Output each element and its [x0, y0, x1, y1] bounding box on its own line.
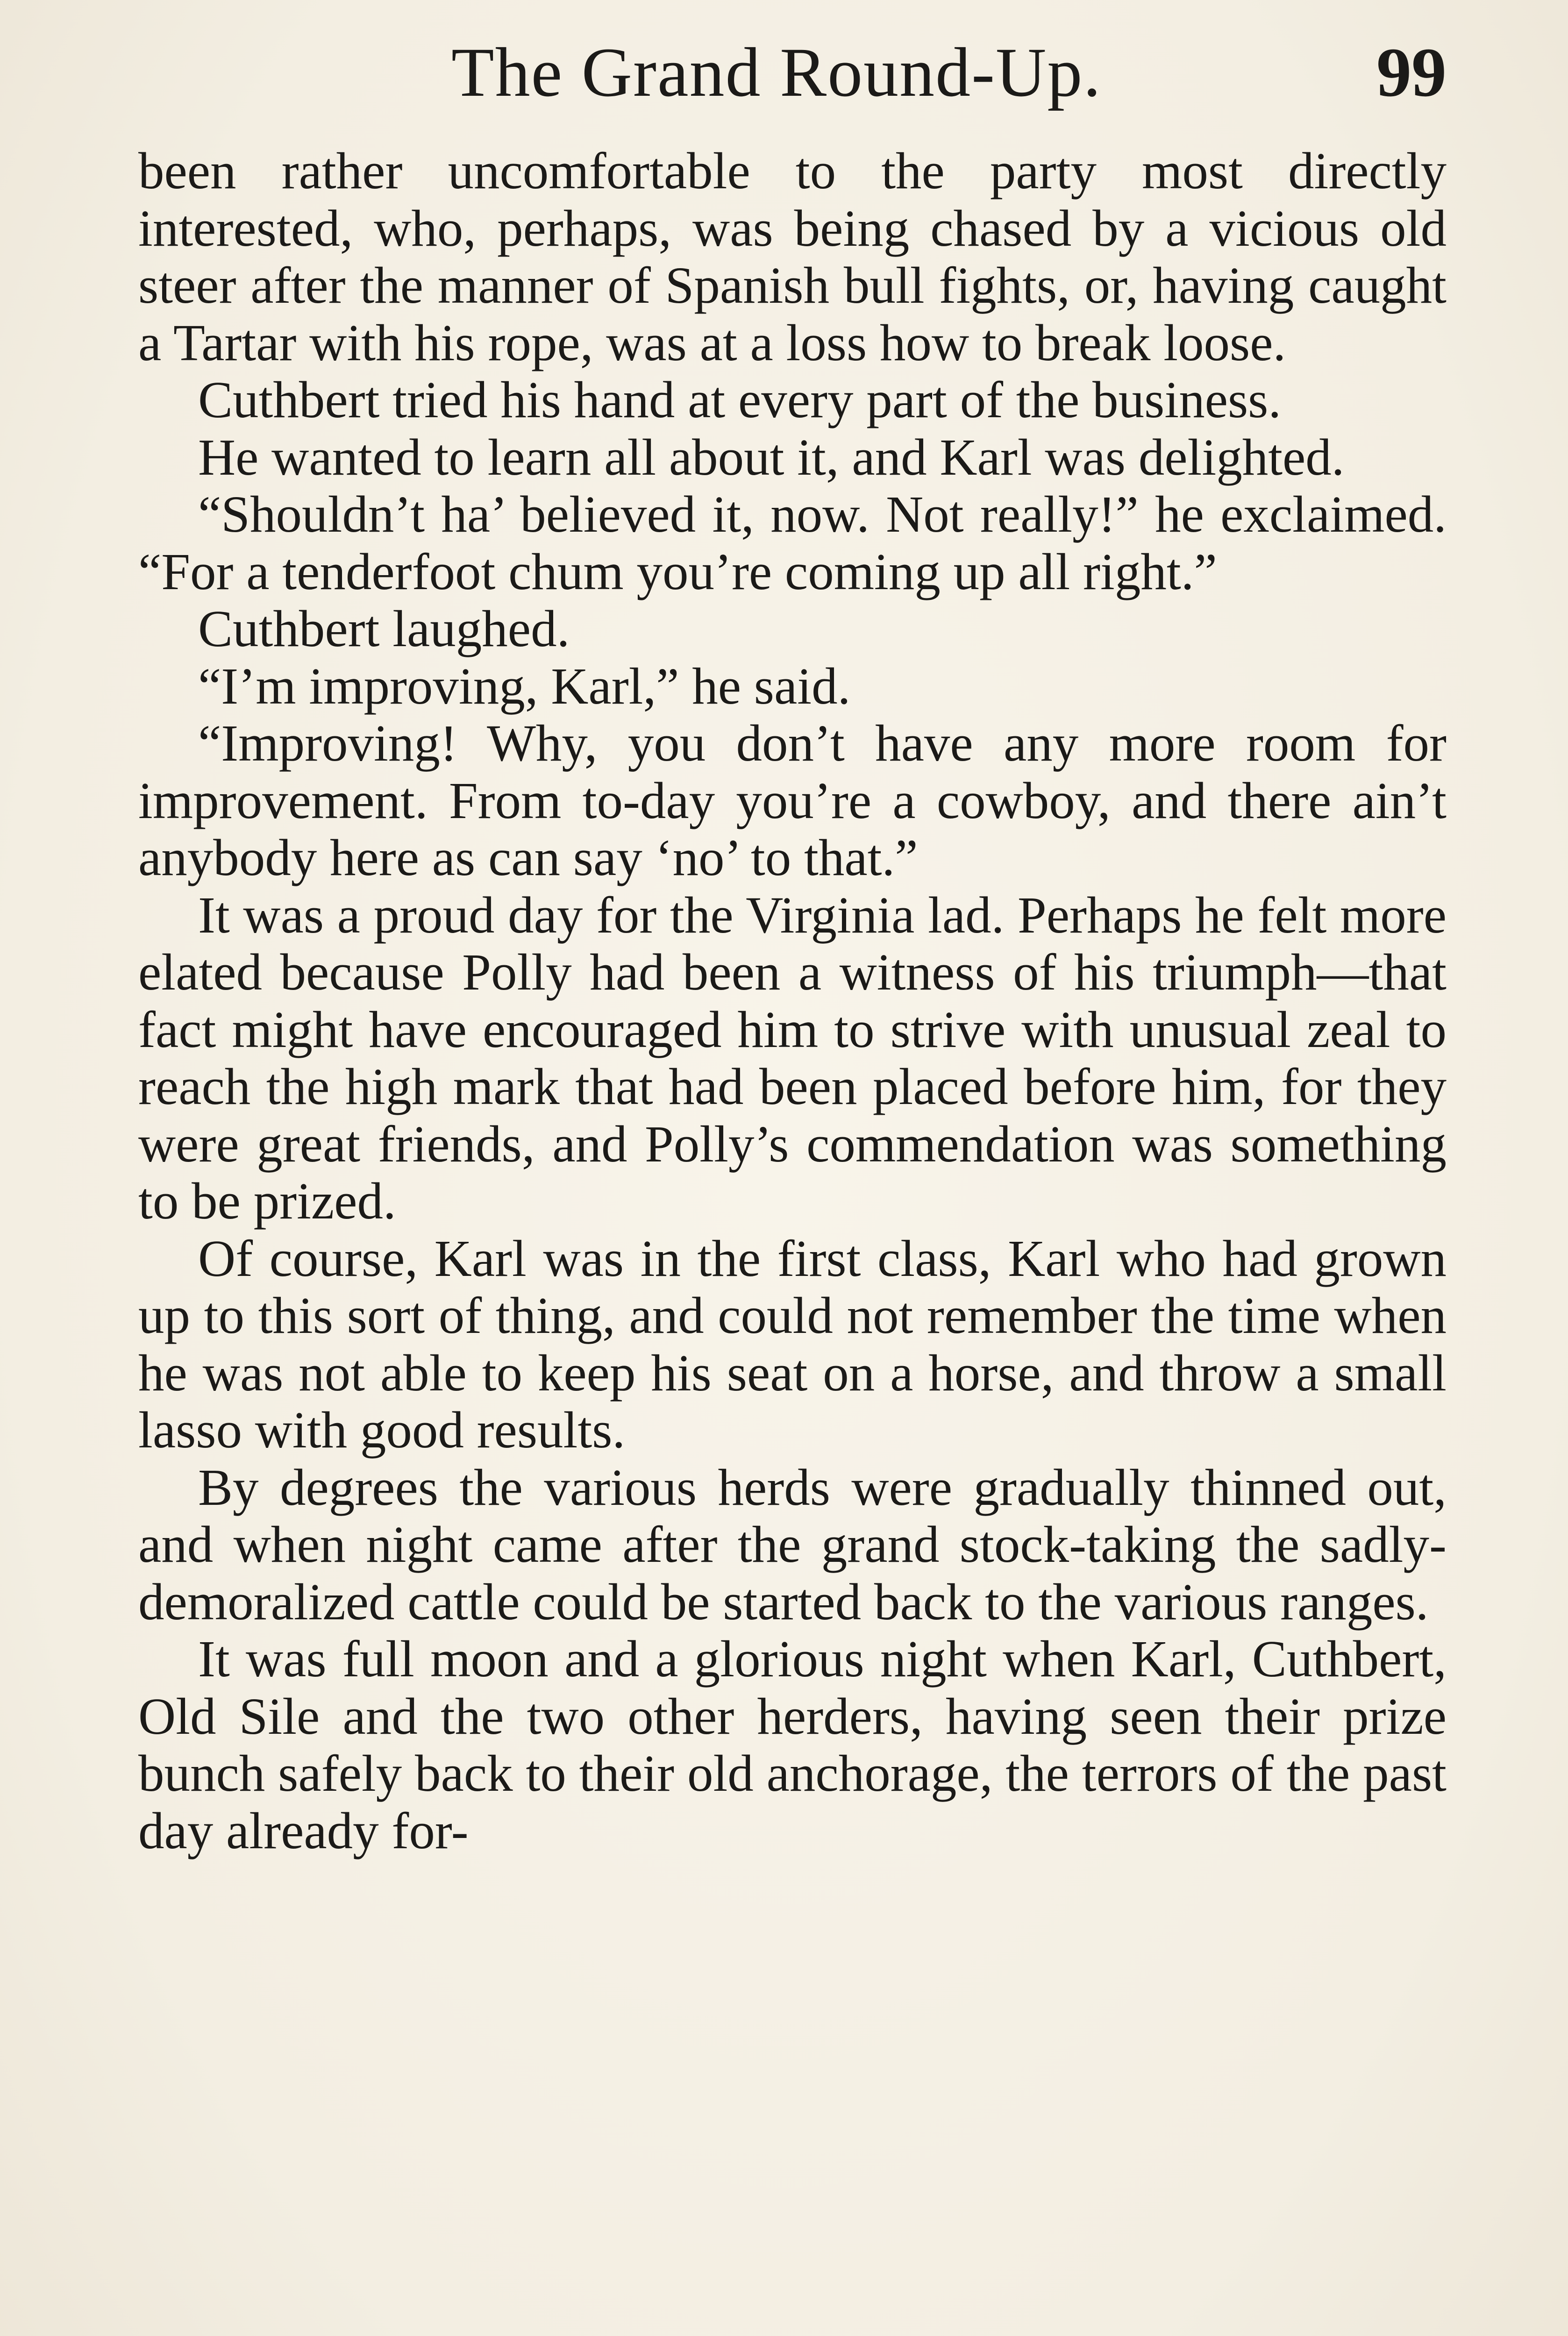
paragraph: “Improving! Why, you don’t have any more room for improvement. From to-day you’re a cowboy, and there ain’t anybody here as can say ‘no’ to that.”: [138, 715, 1447, 887]
paragraph: been rather uncomfortable to the party most directly interested, who, perhaps, was being chased by a vicious old steer after the manner of Spanish bull fights, or, having caught a Tartar with his rope, was at a loss how to break loose.: [138, 142, 1447, 372]
paragraph: Cuthbert laughed.: [198, 600, 570, 658]
paragraph: By degrees the various herds were gradually thinned out, and when night came after the grand stock-taking the sadly-demoralized cattle could be started back to the various ranges.: [138, 1459, 1447, 1631]
paragraph: He wanted to learn all about it, and Karl was delighted.: [198, 428, 1345, 486]
paragraph: It was full moon and a glorious night when Karl, Cuthbert, Old Sile and the two other herders, having seen their prize bunch safely back to their old anchorage, the terrors of the past day already for-: [138, 1631, 1447, 1860]
paragraph: Of course, Karl was in the first class, Karl who had grown up to this sort of thing, and could not remember the time when he was not able to keep his seat on a horse, and throw a small lasso with good results.: [138, 1230, 1447, 1459]
page-number: 99: [1376, 34, 1447, 111]
paragraph: “I’m improving, Karl,” he said.: [198, 657, 851, 715]
body-text: [138, 143, 1447, 1860]
paragraph: “Shouldn’t ha’ believed it, now. Not really!” he exclaimed. “For a tenderfoot chum you’re coming up all right.”: [138, 486, 1447, 601]
paragraph: Cuthbert tried his hand at every part of the business.: [198, 371, 1282, 429]
running-title: The Grand Round-Up.: [451, 34, 1102, 111]
page-header: [138, 28, 1447, 117]
paragraph: It was a proud day for the Virginia lad. Perhaps he felt more elated because Polly had been a witness of his triumph—that fact might have encouraged him to strive with unusual zeal to reach the high mark that had been placed before him, for they were great friends, and Polly’s commendation was something to be prized.: [138, 886, 1447, 1230]
